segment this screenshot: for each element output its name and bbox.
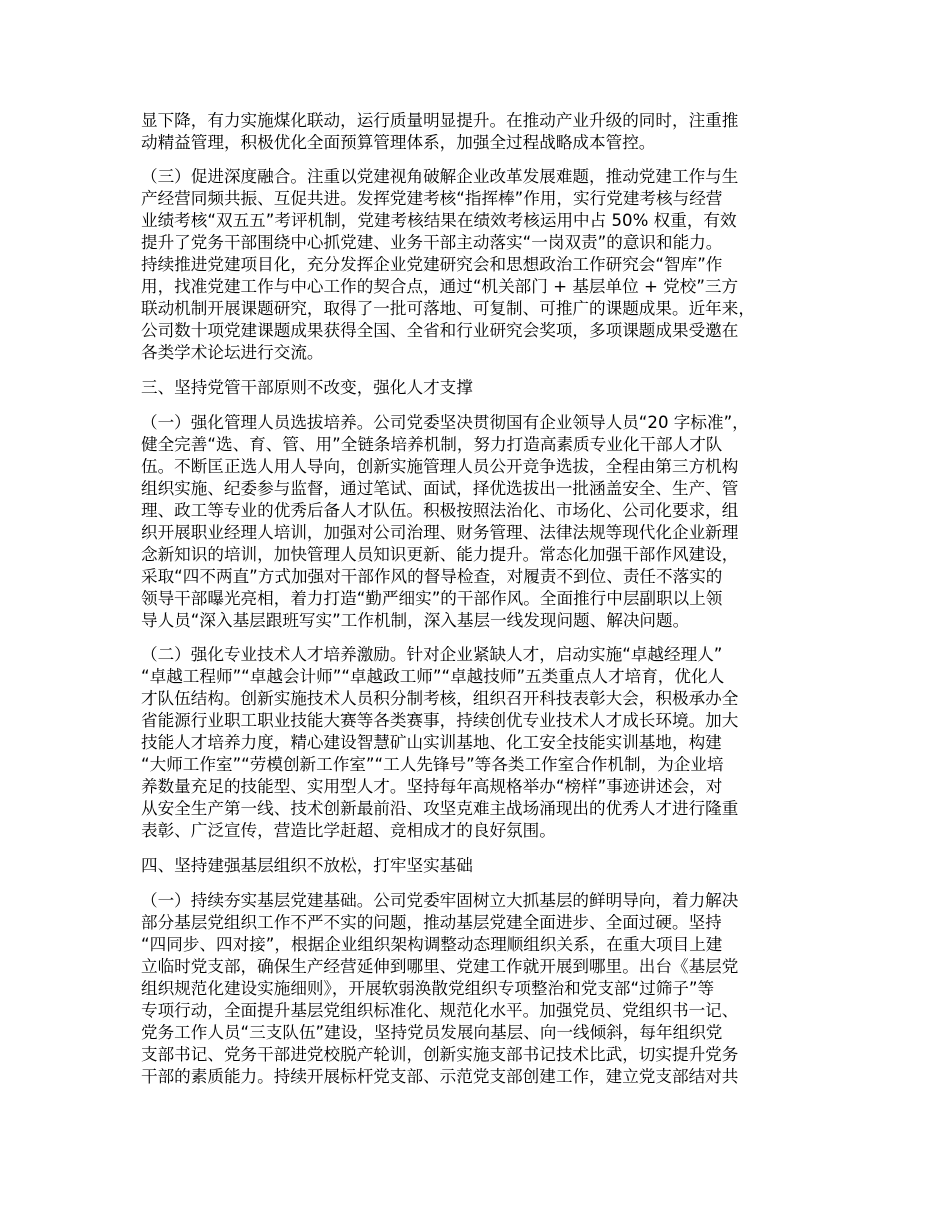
text-line: 持续推进党建项目化，充分发挥企业党建研究会和思想政治工作研究会“智库”作: [141, 255, 723, 274]
text-line: 组织实施、纪委参与监督，通过笔试、面试，择优选拔出一批涵盖安全、生产、管: [141, 479, 739, 498]
text-line: 产经营同频共振、互促共进。发挥党建考核“指挥棒”作用，实行党建考核与经营: [141, 189, 723, 208]
text-line: 干部的素质能力。持续开展标杆党支部、示范党支部创建工作，建立党支部结对共: [141, 1067, 739, 1086]
text-line: 织开展职业经理人培训，加强对公司治理、财务管理、法律法规等现代化企业新理: [141, 523, 739, 542]
text-line: （一）强化管理人员选拔培养。公司党委坚决贯彻国有企业领导人员“20 字标准”，: [141, 413, 749, 432]
text-line: 表彰、广泛宣传，营造比学赶超、竞相成才的良好氛围。: [141, 821, 556, 840]
heading-text: 三、坚持党管干部原则不改变，强化人才支撑: [141, 378, 473, 397]
text-line: （二）强化专业技术人才培养激励。针对企业紧缺人才，启动实施“卓越经理人”: [141, 645, 723, 664]
text-line: “卓越工程师”“卓越会计师”“卓越政工师”“卓越技师”五类重点人才培育，优化人: [141, 667, 725, 686]
heading-text: 四、坚持建强基层组织不放松，打牢坚实基础: [141, 856, 473, 875]
text-line: 才队伍结构。创新实施技术人员积分制考核，组织召开科技表彰大会，积极承办全: [141, 689, 739, 708]
text-line: 理、政工等专业的优秀后备人才队伍。积极按照法治化、市场化、公司化要求，组: [141, 501, 739, 520]
paragraph-grassroots-foundation: [141, 890, 831, 1088]
text-line: 伍。不断匡正选人用人导向，创新实施管理人员公开竞争选拔，全程由第三方机构: [141, 457, 739, 476]
text-line: “四同步、四对接”，根据企业组织架构调整动态理顺组织关系，在重大项目上建: [141, 935, 723, 954]
text-line: 业绩考核“双五五”考评机制，党建考核结果在绩效考核运用中占 50% 权重，有效: [141, 211, 737, 230]
paragraph-intro-continuation: [141, 110, 831, 154]
text-line: 公司数十项党建课题成果获得全国、全省和行业研究会奖项，多项课题成果受邀在: [141, 321, 739, 340]
text-line: 显下降，有力实施煤化联动，运行质量明显提升。在推动产业升级的同时，注重推: [141, 111, 739, 130]
paragraph-management-selection: [141, 412, 831, 632]
text-line: 支部书记、党务干部进党校脱产轮训，创新实施支部书记技术比武，切实提升党务: [141, 1045, 739, 1064]
text-line: 省能源行业职工职业技能大赛等各类赛事，持续创优专业技术人才成长环境。加大: [141, 711, 739, 730]
text-line: （三）促进深度融合。注重以党建视角破解企业改革发展难题，推动党建工作与生: [141, 167, 739, 186]
text-line: 养数量充足的技能型、实用型人才。坚持每年高规格举办“榜样”事迹讲述会，对: [141, 777, 723, 796]
text-line: 动精益管理，积极优化全面预算管理体系，加强全过程战略成本管控。: [141, 133, 656, 152]
text-line: 技能人才培养力度，精心建设智慧矿山实训基地、化工安全技能实训基地，构建: [141, 733, 722, 752]
text-line: 组织规范化建设实施细则》，开展软弱涣散党组织专项整治和党支部“过筛子”等: [141, 979, 715, 998]
text-line: 用，找准党建工作与中心工作的契合点，通过“机关部门 + 基层单位 + 党校”三方: [141, 277, 739, 296]
text-line: 导人员“深入基层跟班写实”工作机制，深入基层一线发现问题、解决问题。: [141, 611, 690, 630]
text-line: 提升了党务干部围绕中心抓党建、业务干部主动落实“一岗双责”的意识和能力。: [141, 233, 723, 252]
text-line: （一）持续夯实基层党建基础。公司党委牢固树立大抓基层的鲜明导向，着力解决: [141, 891, 739, 910]
text-line: 立临时党支部，确保生产经营延伸到哪里、党建工作就开展到哪里。出台《基层党: [141, 957, 739, 976]
text-line: 各类学术论坛进行交流。: [141, 343, 324, 362]
paragraph-technical-talent: [141, 644, 831, 842]
text-line: 从安全生产第一线、技术创新最前沿、攻坚克难主战场涌现出的优秀人才进行隆重: [141, 799, 739, 818]
section-heading-4: [141, 855, 831, 877]
text-line: “大师工作室”“劳模创新工作室”“工人先锋号”等各类工作室合作机制，为企业培: [141, 755, 724, 774]
text-line: 健全完善“选、育、管、用”全链条培养机制，努力打造高素质专业化干部人才队: [141, 435, 723, 454]
text-line: 党务工作人员“三支队伍”建设，坚持党员发展向基层、向一线倾斜，每年组织党: [141, 1023, 723, 1042]
text-line: 部分基层党组织工作不严不实的问题，推动基层党建全面进步、全面过硬。坚持: [141, 913, 722, 932]
text-line: 领导干部曝光亮相，着力打造“勤严细实”的干部作风。全面推行中层副职以上领: [141, 589, 723, 608]
document-page: [141, 110, 831, 1088]
text-line: 采取“四不两直”方式加强对干部作风的督导检查，对履责不到位、责任不落实的: [141, 567, 723, 586]
section-heading-3: [141, 377, 831, 399]
text-line: 专项行动，全面提升基层党组织标准化、规范化水平。加强党员、党组织书一记、: [141, 1001, 739, 1020]
text-line: 念新知识的培训，加快管理人员知识更新、能力提升。常态化加强干部作风建设，: [141, 545, 739, 564]
paragraph-deep-integration: [141, 166, 831, 364]
text-line: 联动机制开展课题研究，取得了一批可落地、可复制、可推广的课题成果。近年来，: [141, 299, 755, 318]
